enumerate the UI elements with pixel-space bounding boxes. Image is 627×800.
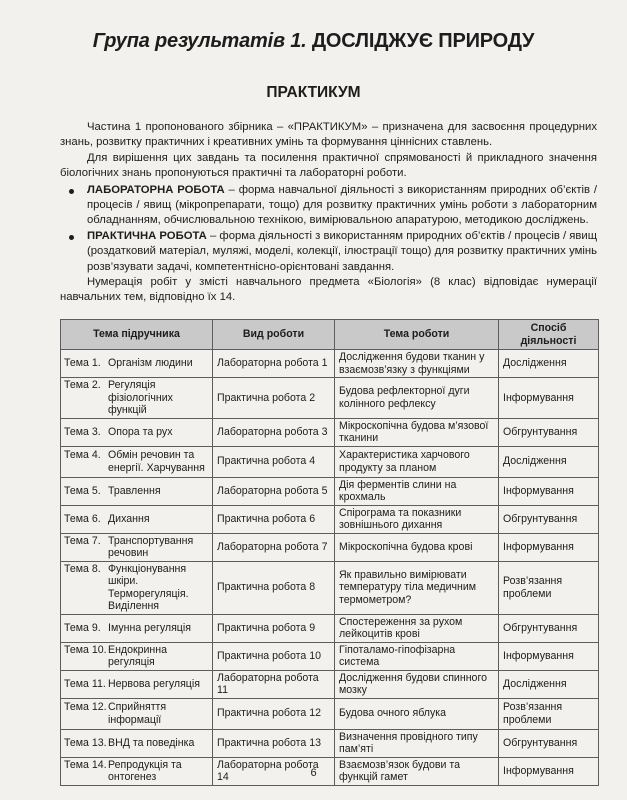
topic-number: Тема 3. xyxy=(64,425,101,438)
table-row xyxy=(61,670,599,698)
topic-number: Тема 14. xyxy=(64,758,107,771)
topic-cell xyxy=(61,698,213,729)
bullet-text: – форма діяльності з використанням природних об’єктів / процесів / явищ (роздатковий матеріал, муляжі, моделі, колекції, ілюстрації тощо) для розвитку практичних умінь розв’язувати задачі, компетентнісно-орієнтовані завдання. xyxy=(87,229,597,273)
work-type-cell: Практична робота 6 xyxy=(213,505,335,533)
table-row xyxy=(61,533,599,561)
topic-cell xyxy=(61,642,213,670)
topic-number: Тема 4. xyxy=(64,449,101,461)
work-topic-cell: Мікроскопічна будова м’язової тканини xyxy=(335,418,499,446)
column-header: Тема підручника xyxy=(61,320,213,350)
activity-method-cell: Інформування xyxy=(499,477,599,505)
topic-number: Тема 5. xyxy=(64,484,101,497)
paragraph: Частина 1 пропонованого збірника – «ПРАКТИКУМ» – призначена для засвоєння процедурних знань, розвитку практичних і креативних умінь та формування ціннісних ставлень. xyxy=(60,121,597,149)
topic-cell xyxy=(61,505,213,533)
activity-method-cell: Розв’язання проблеми xyxy=(499,561,599,614)
page-number: 6 xyxy=(310,767,317,779)
work-type-cell: Лабораторна робота 3 xyxy=(213,418,335,446)
work-type-cell: Лабораторна робота 14 xyxy=(213,757,335,785)
work-topic-cell: Мікроскопічна будова крові xyxy=(335,533,499,561)
work-topic-cell: Будова рефлекторної дуги колінного рефлексу xyxy=(335,378,499,419)
topic-cell xyxy=(61,614,213,642)
topic-number: Тема 1. xyxy=(64,357,101,370)
work-type-cell: Практична робота 10 xyxy=(213,642,335,670)
work-type-cell: Лабораторна робота 11 xyxy=(213,670,335,698)
table-row xyxy=(61,477,599,505)
work-type-cell: Лабораторна робота 7 xyxy=(213,533,335,561)
paragraph: Нумерація робіт у змісті навчального предмета «Біологія» (8 клас) відповідає нумерації навчальних тем, відповідно їх 14. xyxy=(60,276,597,304)
work-topic-cell: Спостереження за рухом лейкоцитів крові xyxy=(335,614,499,642)
topic-name: ВНД та поведінка xyxy=(108,736,195,749)
topic-name: Транспортування речовин xyxy=(108,534,194,559)
topic-cell xyxy=(61,477,213,505)
topic-number: Тема 7. xyxy=(64,534,101,547)
topic-name: Регуляція фізіологічних функцій xyxy=(108,379,173,416)
activity-method-cell: Обгрунтування xyxy=(499,418,599,446)
work-topic-cell: Будова очного яблука xyxy=(335,698,499,729)
bullet-item xyxy=(60,229,597,275)
work-topic-cell: Як правильно вимірювати температуру тіла медичним термометром? xyxy=(335,561,499,614)
topic-name: Дихання xyxy=(108,512,150,525)
group-heading xyxy=(0,30,627,53)
topic-cell xyxy=(61,533,213,561)
table-row xyxy=(61,350,599,378)
work-type-cell: Практична робота 12 xyxy=(213,698,335,729)
topic-number: Тема 2. xyxy=(64,379,101,391)
table-row xyxy=(61,561,599,614)
topic-cell xyxy=(61,561,213,614)
work-topic-cell: Характеристика харчового продукту за планом xyxy=(335,446,499,477)
topic-name: Травлення xyxy=(108,484,161,497)
table-row xyxy=(61,698,599,729)
bullet-item xyxy=(60,183,597,229)
topic-name: Нервова регуляція xyxy=(108,677,200,690)
bullet-text: – форма навчальної діяльності з використанням природних об’єктів / процесів / явищ (мікропрепарати, тощо) для розвитку практичних умінь роботи з лабораторним обладнанням, обчислювальною технікою, вимірювальною апаратурою, методикою досліджень. xyxy=(87,183,598,227)
topic-name: Сприйняття інформації xyxy=(108,701,167,726)
table-row xyxy=(61,418,599,446)
topic-cell xyxy=(61,350,213,378)
activity-method-cell: Дослідження xyxy=(499,350,599,378)
topic-number: Тема 8. xyxy=(64,562,101,575)
work-topic-cell: Спірограма та показники зовнішнього дихання xyxy=(335,505,499,533)
topic-number: Тема 10. xyxy=(64,643,107,656)
topic-number: Тема 13. xyxy=(64,736,107,749)
table-header-row xyxy=(61,320,599,350)
topic-name: Опора та рух xyxy=(108,425,173,438)
group-title: ДОСЛІДЖУЄ ПРИРОДУ xyxy=(311,30,535,52)
activity-method-cell: Обгрунтування xyxy=(499,505,599,533)
activity-method-cell: Обгрунтування xyxy=(499,729,599,757)
work-type-cell: Практична робота 2 xyxy=(213,378,335,419)
column-header: Спосіб діяльності xyxy=(499,320,599,350)
work-type-cell: Практична робота 9 xyxy=(213,614,335,642)
topic-cell xyxy=(61,378,213,419)
column-header: Вид роботи xyxy=(213,320,335,350)
topic-number: Тема 6. xyxy=(64,512,101,525)
activity-method-cell: Інформування xyxy=(499,642,599,670)
work-type-cell: Практична робота 8 xyxy=(213,561,335,614)
topic-cell xyxy=(61,670,213,698)
topic-name: Імунна регуляція xyxy=(108,621,191,634)
activity-method-cell: Дослідження xyxy=(499,446,599,477)
section-title: ПРАКТИКУМ xyxy=(266,84,361,101)
topic-name: Обмін речовин та енергії. Харчування xyxy=(108,449,205,474)
works-table xyxy=(60,319,599,786)
table-body xyxy=(61,350,599,786)
topic-cell xyxy=(61,729,213,757)
work-topic-cell: Дослідження будови тканин у взаємозв’язку з функціями xyxy=(335,350,499,378)
work-topic-cell: Гіпоталамо-гіпофізарна система xyxy=(335,642,499,670)
work-type-cell: Лабораторна робота 5 xyxy=(213,477,335,505)
activity-method-cell: Розв’язання проблеми xyxy=(499,698,599,729)
activity-method-cell: Інформування xyxy=(499,533,599,561)
activity-method-cell: Інформування xyxy=(499,378,599,419)
topic-name: Ендокринна регуляція xyxy=(108,643,168,668)
topic-cell xyxy=(61,418,213,446)
bullet-term: ПРАКТИЧНА РОБОТА xyxy=(87,229,207,242)
topic-name: Репродукція та онтогенез xyxy=(108,758,182,783)
work-type-cell: Лабораторна робота 1 xyxy=(213,350,335,378)
table-row xyxy=(61,642,599,670)
topic-name: Організм людини xyxy=(108,357,193,370)
intro-text xyxy=(60,120,597,306)
activity-method-cell: Інформування xyxy=(499,757,599,785)
group-label: Група результатів 1. xyxy=(92,30,307,52)
table-row xyxy=(61,378,599,419)
table-row xyxy=(61,729,599,757)
column-header: Тема роботи xyxy=(335,320,499,350)
bullet-list xyxy=(60,183,597,275)
topic-name: Функціонування шкіри. Терморегуляція. Виділення xyxy=(108,562,189,612)
paragraph: Для вирішення цих завдань та посилення практичної спрямованості й прикладного значення біологічних знань пропонуються практичні та лабораторні роботи. xyxy=(60,151,597,180)
bullet-term: ЛАБОРАТОРНА РОБОТА xyxy=(87,183,225,196)
activity-method-cell: Дослідження xyxy=(499,670,599,698)
topic-cell xyxy=(61,446,213,477)
work-topic-cell: Визначення провідного типу пам’яті xyxy=(335,729,499,757)
topic-number: Тема 11. xyxy=(64,677,106,690)
table-row xyxy=(61,446,599,477)
table-row xyxy=(61,505,599,533)
table-row xyxy=(61,614,599,642)
work-topic-cell: Дослідження будови спинного мозку xyxy=(335,670,499,698)
topic-number: Тема 9. xyxy=(64,621,101,634)
activity-method-cell: Обгрунтування xyxy=(499,614,599,642)
work-type-cell: Практична робота 4 xyxy=(213,446,335,477)
work-type-cell: Практична робота 13 xyxy=(213,729,335,757)
work-topic-cell: Дія ферментів слини на крохмаль xyxy=(335,477,499,505)
work-topic-cell: Взаємозв’язок будови та функцій гамет xyxy=(335,757,499,785)
topic-number: Тема 12. xyxy=(64,701,107,713)
